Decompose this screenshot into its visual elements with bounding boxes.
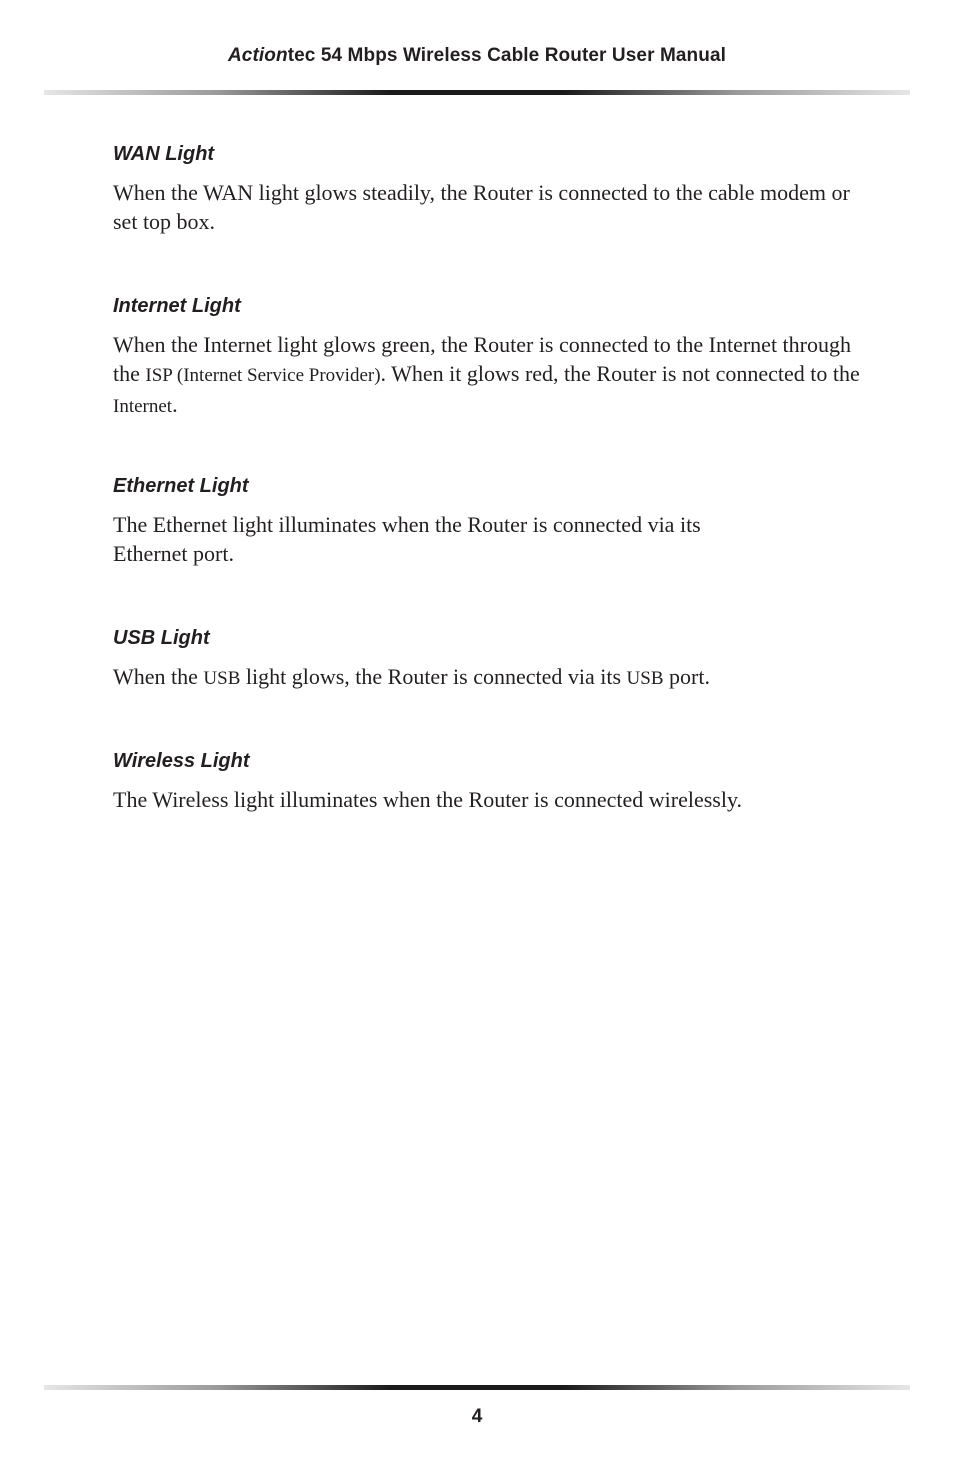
page-header-title bbox=[0, 45, 954, 67]
body-text: light glows, the Router is connected via its bbox=[240, 664, 627, 689]
body-text-small: ISP (Internet Service Provider) bbox=[145, 365, 381, 386]
body-text: port. bbox=[663, 664, 710, 689]
body-text: . bbox=[172, 392, 178, 417]
body-text: Ethernet port. bbox=[113, 541, 234, 566]
section-body bbox=[113, 178, 873, 236]
section-heading: Wireless Light bbox=[113, 750, 250, 772]
section-wan-light bbox=[113, 140, 873, 236]
header-rule bbox=[44, 90, 910, 95]
section-heading: USB Light bbox=[113, 627, 210, 649]
section-usb-light bbox=[113, 624, 873, 693]
section-body bbox=[113, 330, 873, 421]
body-text: . When it glows red, the Router is not connected to the bbox=[380, 361, 860, 386]
body-text: When the WAN light glows steadily, the Router is connected to the cable modem or set top box. bbox=[113, 180, 850, 234]
header-brand-italic: Action bbox=[227, 45, 288, 66]
section-heading: WAN Light bbox=[113, 143, 215, 165]
footer-rule bbox=[44, 1385, 910, 1390]
header-title-rest: tec 54 Mbps Wireless Cable Router User Manual bbox=[287, 45, 727, 66]
body-text-small: USB bbox=[626, 668, 664, 689]
body-text: The Wireless light illuminates when the Router is connected wirelessly. bbox=[113, 787, 743, 812]
section-heading: Internet Light bbox=[113, 295, 241, 317]
body-text: When the Internet light glows green, the Router is connected to the Internet through the bbox=[113, 332, 851, 386]
section-internet-light bbox=[113, 292, 873, 421]
page-number: 4 bbox=[471, 1406, 483, 1427]
section-heading: Ethernet Light bbox=[113, 475, 249, 497]
section-wireless-light bbox=[113, 747, 873, 814]
body-text: When the bbox=[113, 664, 204, 689]
body-text-small: Internet bbox=[113, 396, 173, 417]
section-body bbox=[113, 785, 873, 814]
body-text: The Ethernet light illuminates when the Router is connected via its bbox=[113, 512, 701, 537]
section-ethernet-light bbox=[113, 472, 873, 568]
section-body bbox=[113, 662, 873, 693]
body-text-small: USB bbox=[203, 668, 241, 689]
section-body bbox=[113, 510, 873, 568]
